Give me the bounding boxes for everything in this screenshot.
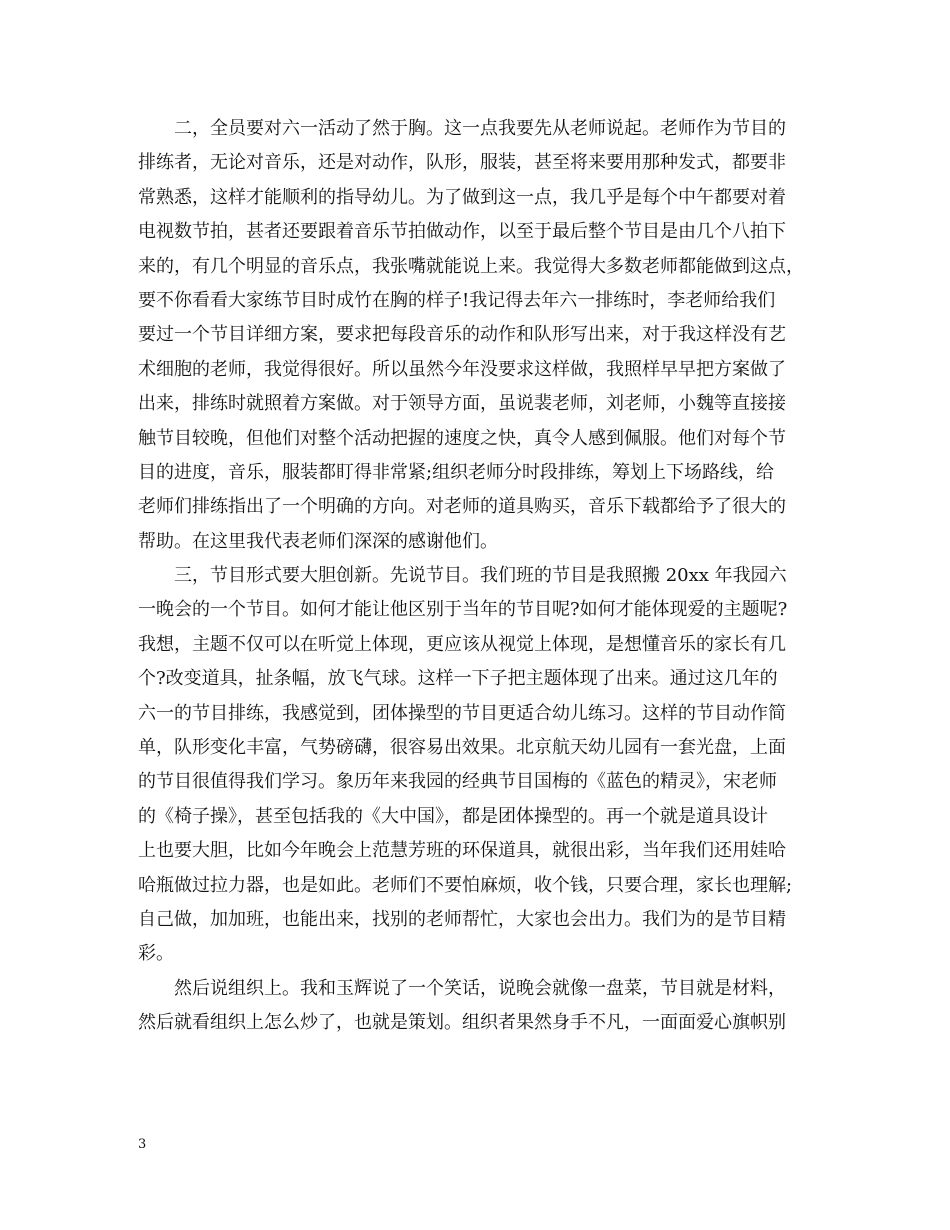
paragraph-2-line-9: 出来，排练时就照着方案做。对于领导方面，虽说裴老师，刘老师，小魏等直接接 xyxy=(138,393,786,415)
paragraph-3-line-12: 彩。 xyxy=(138,943,174,965)
paragraph-2-line-12: 老师们排练指出了一个明确的方向。对老师的道具购买，音乐下载都给予了很大的 xyxy=(138,496,786,518)
paragraph-3-line-2: 一晚会的一个节目。如何才能让他区别于当年的节目呢?如何才能体现爱的主题呢? xyxy=(138,599,788,621)
paragraph-2-line-4: 电视数节拍，甚者还要跟着音乐节拍做动作，以至于最后整个节目是由几个八拍下 xyxy=(138,221,786,243)
paragraph-2-line-2: 排练者，无论对音乐，还是对动作，队形，服装，甚至将来要用那种发式，都要非 xyxy=(138,152,786,174)
paragraph-2-line-11: 目的进度，音乐，服装都盯得非常紧;组织老师分时段排练，筹划上下场路线，给 xyxy=(138,461,775,483)
paragraph-4-line-1: 然后说组织上。我和玉辉说了一个笑话，说晚会就像一盘菜，节目就是材料， xyxy=(174,977,786,999)
paragraph-3-line-3: 我想，主题不仅可以在听觉上体现，更应该从视觉上体现，是想懂音乐的家长有几 xyxy=(138,633,786,655)
paragraph-4-line-2: 然后就看组织上怎么炒了，也就是策划。组织者果然身手不凡，一面面爱心旗帜别 xyxy=(138,1012,786,1034)
paragraph-2-line-7: 要过一个节目详细方案，要求把每段音乐的动作和队形写出来，对于我这样没有艺 xyxy=(138,324,786,346)
paragraph-3-line-6: 单，队形变化丰富，气势磅礴，很容易出效果。北京航天幼儿园有一套光盘，上面 xyxy=(138,737,786,759)
paragraph-3-line-4: 个?改变道具，扯条幅，放飞气球。这样一下子把主题体现了出来。通过这几年的 xyxy=(138,668,778,690)
paragraph-2-line-3: 常熟悉，这样才能顺利的指导幼儿。为了做到这一点，我几乎是每个中午都要对着 xyxy=(138,186,786,208)
paragraph-3-line-7: 的节目很值得我们学习。象历年来我园的经典节目国梅的《蓝色的精灵》，宋老师 xyxy=(138,771,777,793)
paragraph-2-line-8: 术细胞的老师，我觉得很好。所以虽然今年没要求这样做，我照样早早把方案做了 xyxy=(138,358,786,380)
paragraph-2-line-10: 触节目较晚，但他们对整个活动把握的速度之快，真令人感到佩服。他们对每个节 xyxy=(138,427,786,449)
paragraph-2-line-1: 二，全员要对六一活动了然于胸。这一点我要先从老师说起。老师作为节目的 xyxy=(174,118,786,139)
paragraph-3-line-8: 的《椅子操》，甚至包括我的《大中国》，都是团体操型的。再一个就是道具设计 xyxy=(138,805,768,827)
paragraph-3-line-5: 六一的节目排练，我感觉到，团体操型的节目更适合幼儿练习。这样的节目动作简 xyxy=(138,702,786,724)
paragraph-3-line-11: 自己做，加加班，也能出来，找别的老师帮忙，大家也会出力。我们为的是节目精 xyxy=(138,908,786,930)
page-number: 3 xyxy=(138,1137,147,1152)
body-text xyxy=(138,112,826,1041)
paragraph-2-line-6: 要不你看看大家练节目时成竹在胸的样子!我记得去年六一排练时，李老师给我们 xyxy=(138,289,776,311)
paragraph-3-line-1: 三，节目形式要大胆创新。先说节目。我们班的节目是我照搬 20xx 年我园六 xyxy=(174,565,787,587)
paragraph-2-line-13: 帮助。在这里我代表老师们深深的感谢他们。 xyxy=(138,530,498,552)
paragraph-2-line-5: 来的，有几个明显的音乐点，我张嘴就能说上来。我觉得大多数老师都能做到这点， xyxy=(138,255,804,277)
paragraph-3-line-10: 哈瓶做过拉力器，也是如此。老师们不要怕麻烦，收个钱，只要合理，家长也理解; xyxy=(138,874,793,896)
paragraph-3-line-9: 上也要大胆，比如今年晚会上范慧芳班的环保道具，就很出彩，当年我们还用娃哈 xyxy=(138,840,786,862)
